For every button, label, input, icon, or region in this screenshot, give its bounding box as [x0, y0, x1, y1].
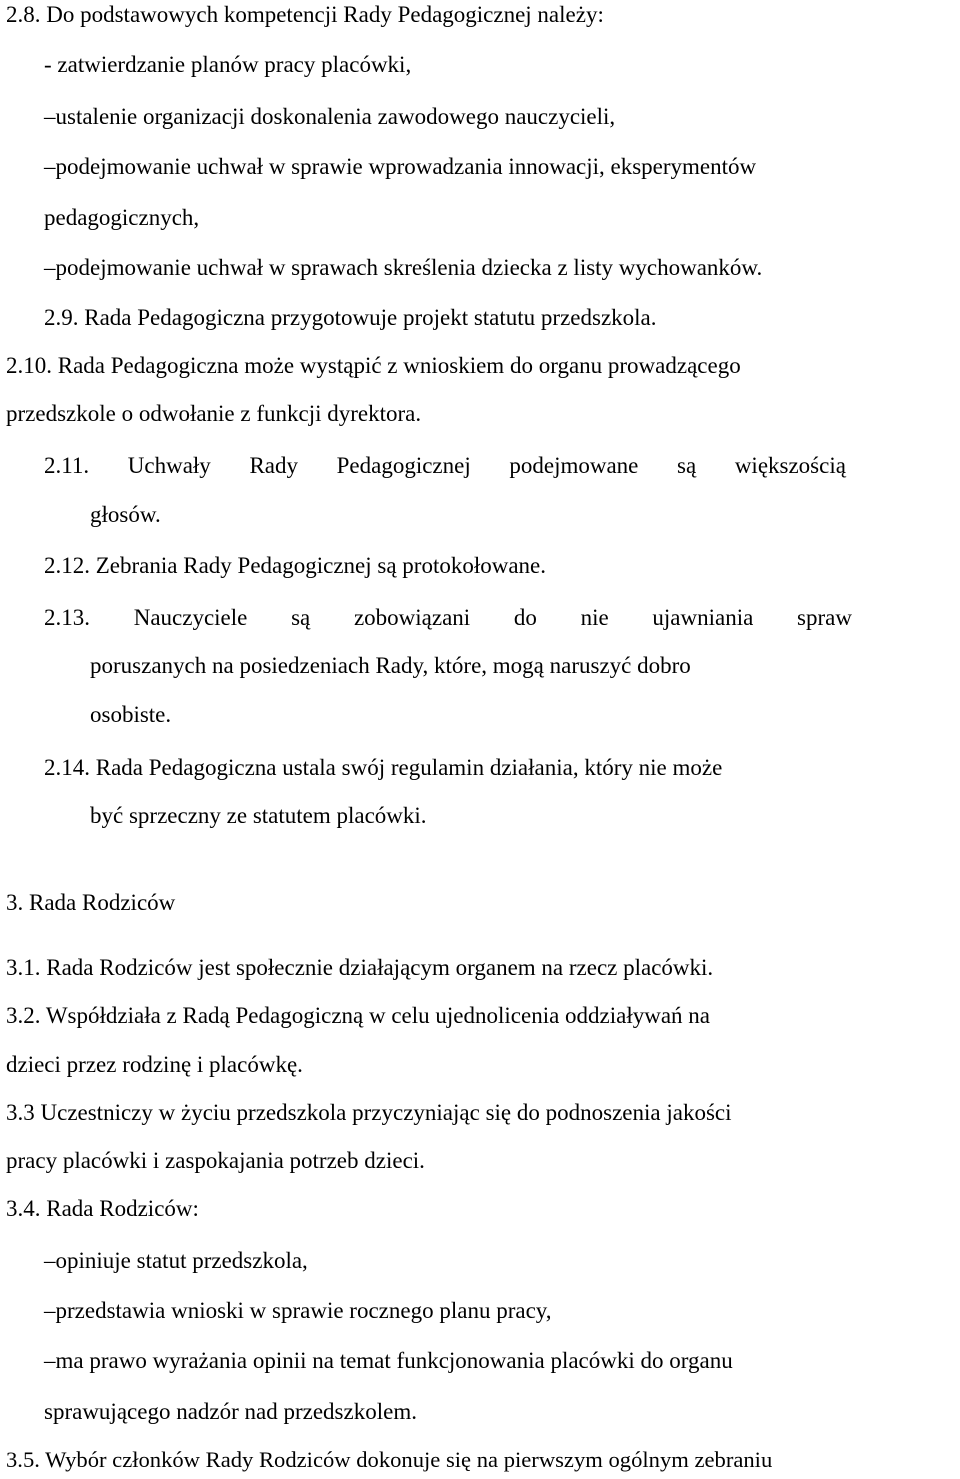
item-3-4-bullet-3-cont: sprawującego nadzór nad przedszkolem.: [44, 1399, 417, 1424]
item-3-4-bullet-3: ‒ma prawo wyrażania opinii na temat funkcjonowania placówki do organu: [44, 1348, 733, 1373]
word: zobowiązani: [353, 605, 471, 630]
word: 2.11.: [44, 453, 90, 478]
word: Rady: [249, 453, 298, 478]
item-3-4-bullet-1: ‒opiniuje statut przedszkola,: [44, 1248, 308, 1273]
word: 2.13.: [44, 605, 90, 630]
item-3-1: 3.1. Rada Rodziców jest społecznie działającym organem na rzecz placówki.: [6, 955, 714, 980]
item-3-4-heading: 3.4. Rada Rodziców:: [6, 1196, 199, 1221]
section-3-heading: 3. Rada Rodziców: [6, 890, 176, 915]
word: są: [291, 605, 311, 630]
item-2-8-bullet-4: ‒podejmowanie uchwał w sprawach skreślenia dziecka z listy wychowanków.: [44, 255, 763, 280]
item-2-9: 2.9. Rada Pedagogiczna przygotowuje projekt statutu przedszkola.: [44, 305, 657, 330]
item-2-14-line-2: być sprzeczny ze statutem placówki.: [90, 803, 427, 828]
item-3-2-line-1: 3.2. Współdziała z Radą Pedagogiczną w celu ujednolicenia oddziaływań na: [6, 1003, 711, 1028]
word: do: [513, 605, 537, 630]
word: są: [677, 453, 697, 478]
word: większością: [734, 453, 846, 478]
item-2-8-heading: 2.8. Do podstawowych kompetencji Rady Pedagogicznej należy:: [6, 2, 604, 27]
item-2-13-line-1: [44, 603, 852, 633]
item-2-14-line-1: 2.14. Rada Pedagogiczna ustala swój regulamin działania, który nie może: [44, 755, 723, 780]
item-2-13-line-3: osobiste.: [90, 702, 172, 727]
item-2-8-bullet-2: ‒ustalenie organizacji doskonalenia zawodowego nauczycieli,: [44, 104, 616, 129]
item-2-10-line-1: 2.10. Rada Pedagogiczna może wystąpić z wnioskiem do organu prowadzącego: [6, 353, 741, 378]
item-2-10-line-2: przedszkole o odwołanie z funkcji dyrektora.: [6, 401, 422, 426]
item-2-8-bullet-3: ‒podejmowanie uchwał w sprawie wprowadzania innowacji, eksperymentów: [44, 154, 757, 179]
item-3-2-line-2: dzieci przez rodzinę i placówkę.: [6, 1052, 303, 1077]
item-3-3-line-1: 3.3 Uczestniczy w życiu przedszkola przyczyniając się do podnoszenia jakości: [6, 1100, 732, 1125]
word: ujawniania: [652, 605, 754, 630]
word: nie: [580, 605, 609, 630]
item-2-13-line-2: poruszanych na posiedzeniach Rady, które, mogą naruszyć dobro: [90, 653, 691, 678]
word: Pedagogicznej: [336, 453, 471, 478]
item-2-11-line-2: głosów.: [90, 502, 161, 527]
item-2-8-bullet-1: - zatwierdzanie planów pracy placówki,: [44, 52, 412, 77]
item-2-11-line-1: [44, 451, 846, 481]
item-2-12: 2.12. Zebrania Rady Pedagogicznej są protokołowane.: [44, 553, 547, 578]
item-3-3-line-2: pracy placówki i zaspokajania potrzeb dzieci.: [6, 1148, 425, 1173]
item-3-5: 3.5. Wybór członków Rady Rodziców dokonuje się na pierwszym ogólnym zebraniu: [6, 1447, 773, 1472]
item-2-8-bullet-3-cont: pedagogicznych,: [44, 205, 200, 230]
word: podejmowane: [509, 453, 639, 478]
word: Nauczyciele: [133, 605, 248, 630]
word: spraw: [797, 605, 852, 630]
word: Uchwały: [127, 453, 211, 478]
item-3-4-bullet-2: ‒przedstawia wnioski w sprawie rocznego planu pracy,: [44, 1298, 552, 1323]
